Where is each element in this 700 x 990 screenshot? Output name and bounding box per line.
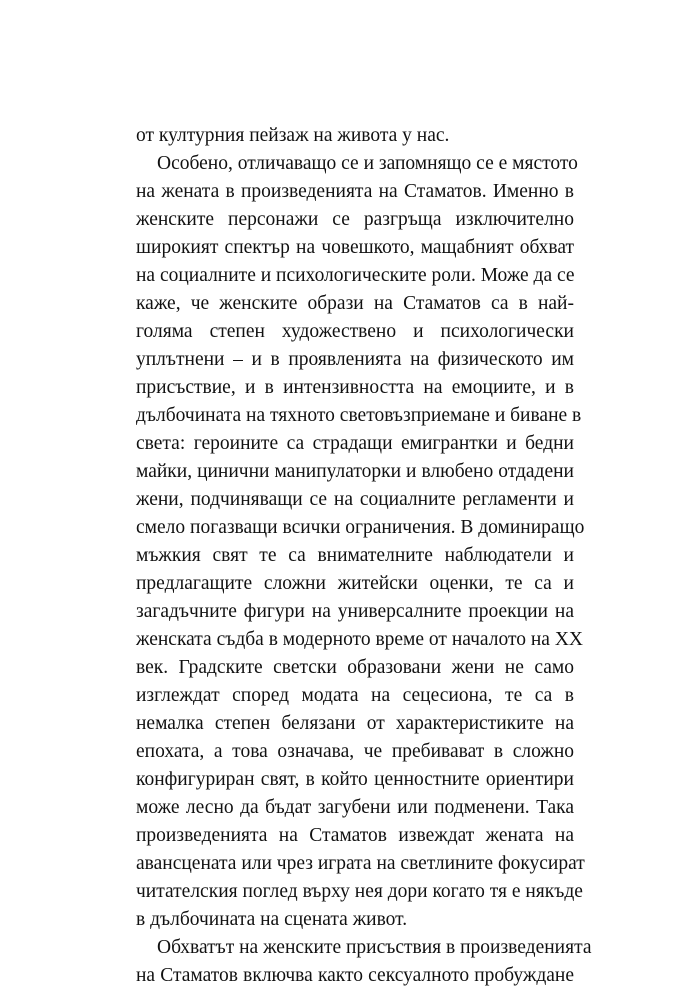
text-line: света: героините са страдащи емигрантки и бедни xyxy=(136,433,574,454)
text-line: читателския поглед върху нея дори когато тя е някъде xyxy=(136,881,583,902)
text-line: голяма степен художествено и психологически xyxy=(136,321,574,342)
text-line: авансцената или чрез играта на светлините фокусират xyxy=(136,853,585,874)
text-line: век. Градските светски образовани жени не само xyxy=(136,657,574,678)
text-line: произведенията на Стаматов извеждат жената на xyxy=(136,825,574,846)
text-line: майки, цинични манипулаторки и влюбено отдадени xyxy=(136,461,574,482)
text-line: епохата, а това означава, че пребивават в сложно xyxy=(136,741,574,762)
text-line: присъствие, и в интензивността на емоциите, и в xyxy=(136,377,574,398)
text-line: на социалните и психологическите роли. Може да се xyxy=(136,265,575,286)
text-line: жени, подчиняващи се на социалните регламенти и xyxy=(136,489,574,510)
text-line: загадъчните фигури на универсалните проекции на xyxy=(136,601,574,622)
text-line: уплътнени – и в проявленията на физическото им xyxy=(136,349,574,370)
paragraph-last-line: в дълбочината на сцената живот. xyxy=(136,909,408,930)
text-line: немалка степен белязани от характеристиките на xyxy=(136,713,574,734)
text-line: конфигуриран свят, в който ценностните ориентири xyxy=(136,769,574,790)
text-line: каже, че женските образи на Стаматов са в най- xyxy=(136,293,574,314)
text-line: женските персонажи се разгръща изключително xyxy=(136,209,574,230)
text-line: може лесно да бъдат загубени или подменени. Така xyxy=(136,797,574,818)
text-line: смело погазващи всички ограничения. В доминиращо xyxy=(136,517,585,538)
text-line: на Стаматов включва както сексуалното пробуждане xyxy=(136,965,574,986)
paragraph-first-line: Обхватът на женските присъствия в произведенията xyxy=(157,937,592,958)
text-line: изглеждат според модата на сецесиона, те са в xyxy=(136,685,574,706)
text-line: женската съдба в модерното време от началото на ХХ xyxy=(136,629,584,650)
body-text xyxy=(136,122,592,990)
text-line: дълбочината на тяхното световъзприемане и биване в xyxy=(136,405,582,426)
text-line: от културния пейзаж на живота у нас. xyxy=(136,125,450,146)
paragraph-first-line: Особено, отличаващо се и запомнящо се е мястото xyxy=(157,153,578,174)
text-line: мъжкия свят те са внимателните наблюдатели и xyxy=(136,545,574,566)
text-line: предлагащите сложни житейски оценки, те са и xyxy=(136,573,574,594)
text-line: широкият спектър на човешкото, мащабният обхват xyxy=(136,237,574,258)
text-line: на жената в произведенията на Стаматов. Именно в xyxy=(136,181,574,202)
